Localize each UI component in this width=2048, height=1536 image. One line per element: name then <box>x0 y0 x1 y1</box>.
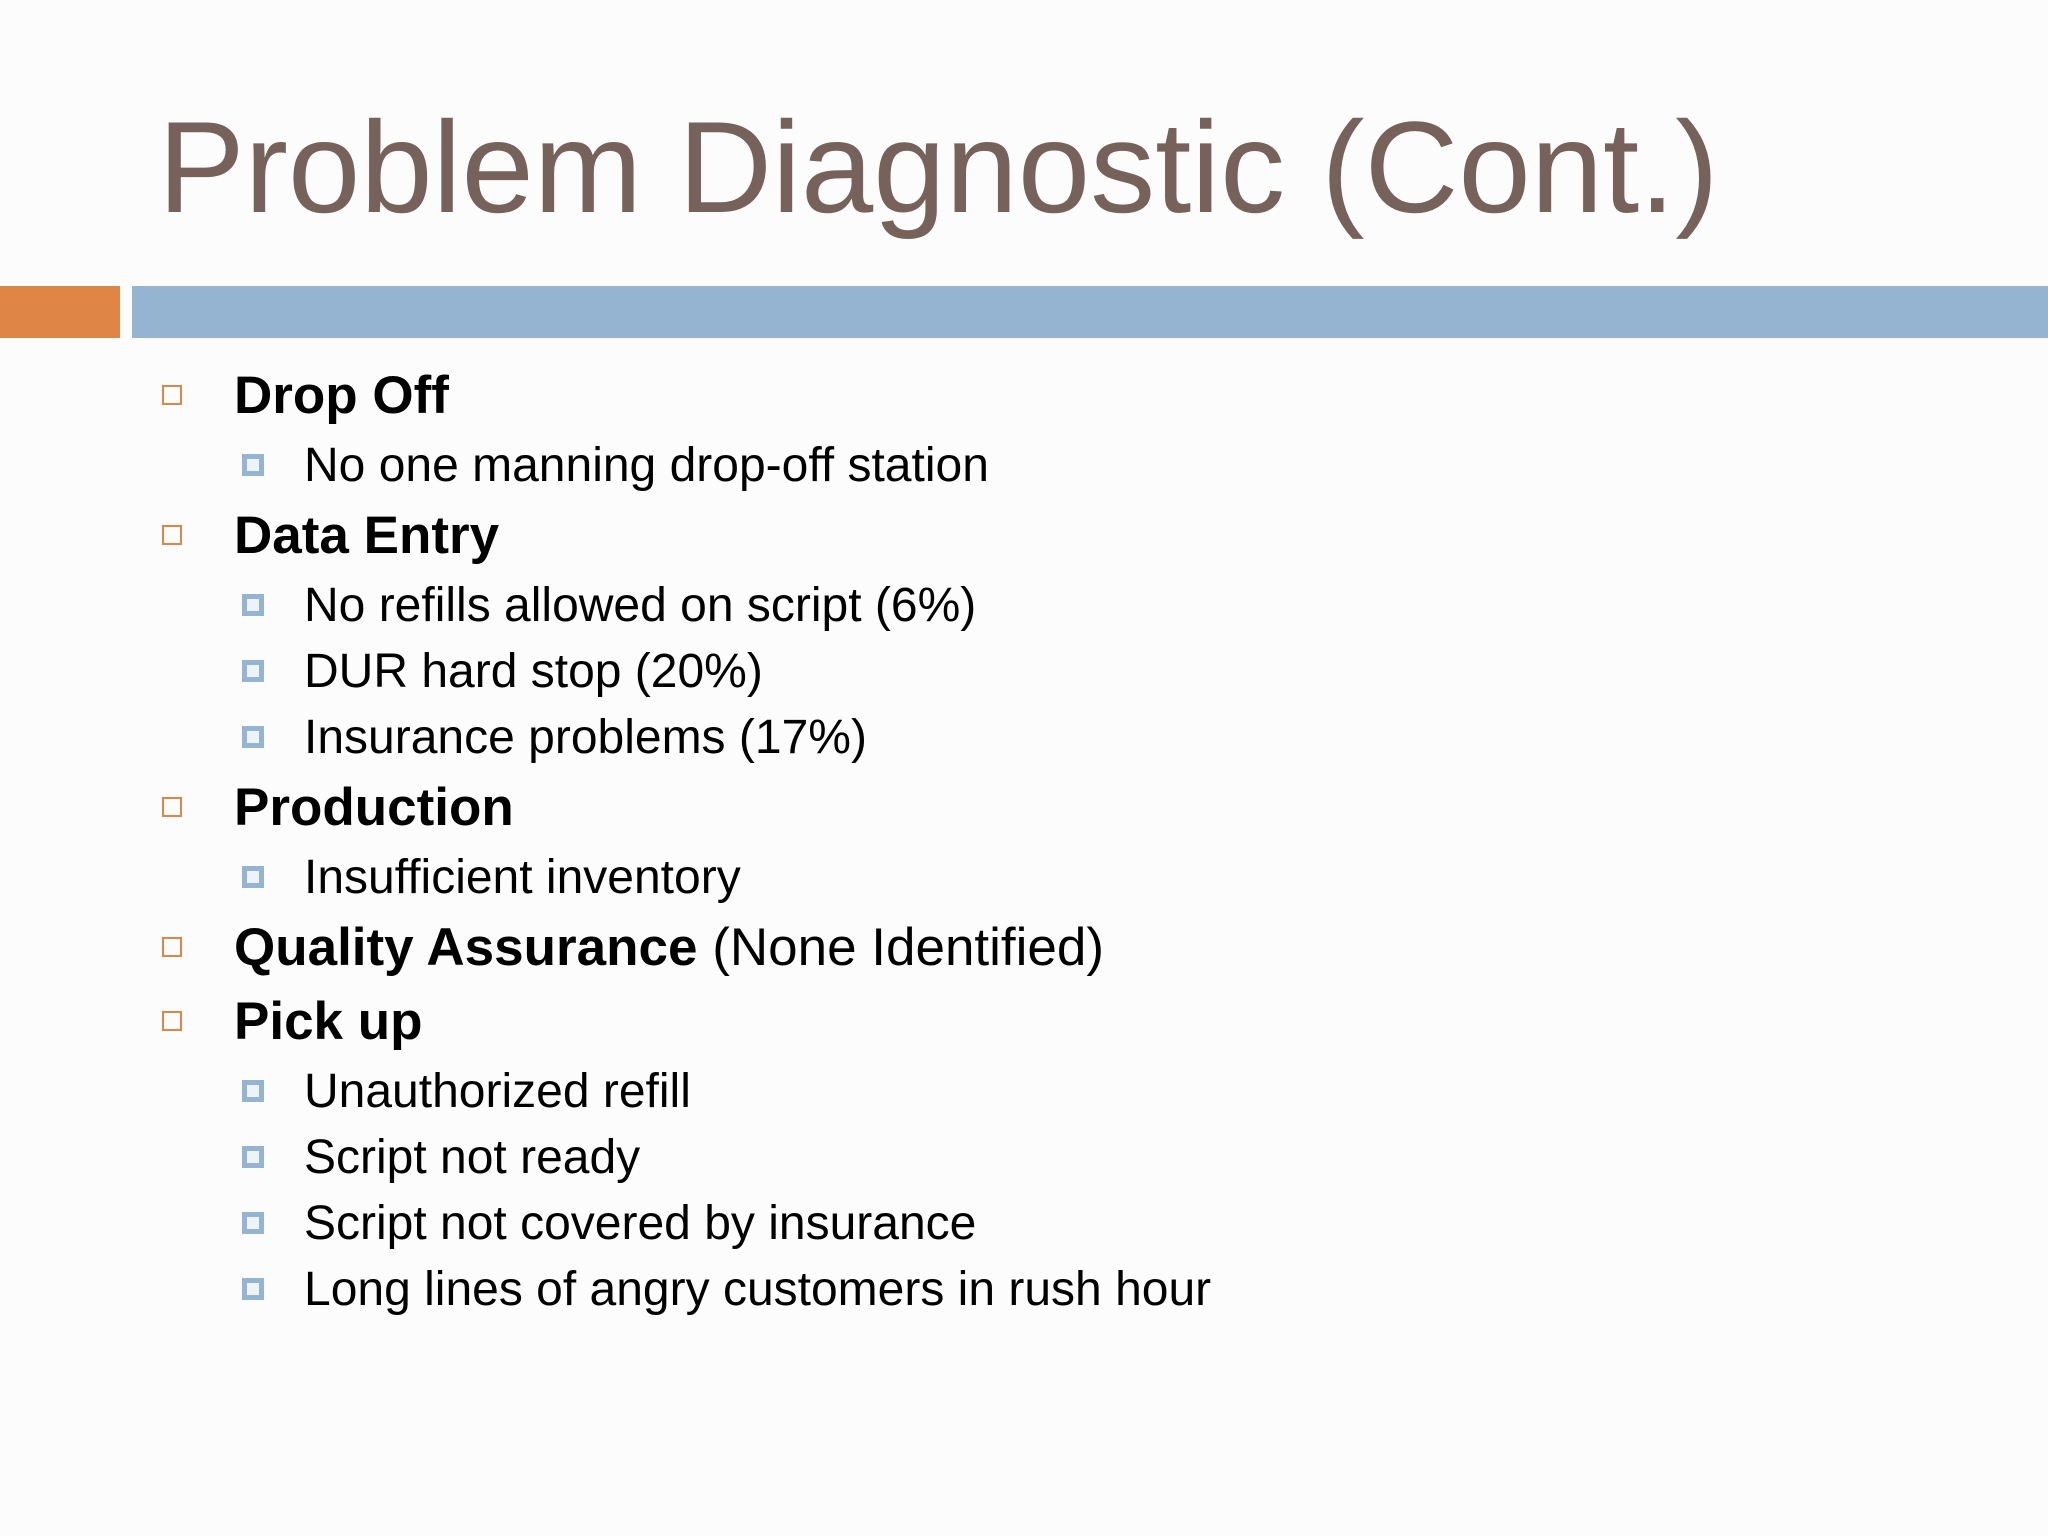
square-bullet-icon <box>242 1146 264 1168</box>
sub-bullet-text: No one manning drop-off station <box>304 438 989 492</box>
square-bullet-icon <box>242 1080 264 1102</box>
square-bullet-icon <box>242 866 264 888</box>
accent-bar-orange <box>0 286 120 338</box>
bullet-data-entry <box>158 498 1958 572</box>
sub-bullet-text: Unauthorized refill <box>304 1064 691 1118</box>
square-bullet-icon <box>242 1278 264 1300</box>
sub-bullet <box>158 704 1958 770</box>
sub-bullet-text: Script not covered by insurance <box>304 1196 977 1250</box>
sub-bullet <box>158 1124 1958 1190</box>
bullet-note-text: (None Identified) <box>712 917 1105 977</box>
hollow-square-icon <box>162 385 182 405</box>
sub-bullet-text: Insurance problems (17%) <box>304 710 867 764</box>
square-bullet-icon <box>242 454 264 476</box>
sub-bullet-text: Insufficient inventory <box>304 850 741 904</box>
bullet-list <box>158 358 1958 1322</box>
bullet-pick-up <box>158 984 1958 1058</box>
hollow-square-icon <box>162 1011 182 1031</box>
bullet-drop-off <box>158 358 1958 432</box>
bullet-heading: Quality Assurance <box>234 917 698 977</box>
bullet-production <box>158 770 1958 844</box>
bullet-note <box>697 917 1104 978</box>
sub-bullet-text: DUR hard stop (20%) <box>304 644 763 698</box>
sub-bullet <box>158 1058 1958 1124</box>
sub-bullet <box>158 432 1958 498</box>
square-bullet-icon <box>242 1212 264 1234</box>
slide-title: Problem Diagnostic (Cont.) <box>158 94 1719 240</box>
square-bullet-icon <box>242 594 264 616</box>
sub-bullet-text: No refills allowed on script (6%) <box>304 578 977 632</box>
hollow-square-icon <box>162 797 182 817</box>
square-bullet-icon <box>242 660 264 682</box>
sub-bullet <box>158 1256 1958 1322</box>
hollow-square-icon <box>162 525 182 545</box>
sub-bullet-text: Script not ready <box>304 1130 641 1184</box>
sub-bullet <box>158 1190 1958 1256</box>
sub-bullet <box>158 844 1958 910</box>
bullet-heading: Data Entry <box>234 505 500 565</box>
sub-bullet-text: Long lines of angry customers in rush hour <box>304 1262 1212 1316</box>
bullet-heading: Production <box>234 777 514 837</box>
hollow-square-icon <box>162 937 182 957</box>
bullet-heading: Drop Off <box>234 365 449 425</box>
bullet-heading: Pick up <box>234 991 423 1051</box>
sub-bullet <box>158 572 1958 638</box>
accent-bar-blue <box>132 286 2048 338</box>
bullet-quality-assurance <box>158 910 1958 984</box>
square-bullet-icon <box>242 726 264 748</box>
sub-bullet <box>158 638 1958 704</box>
